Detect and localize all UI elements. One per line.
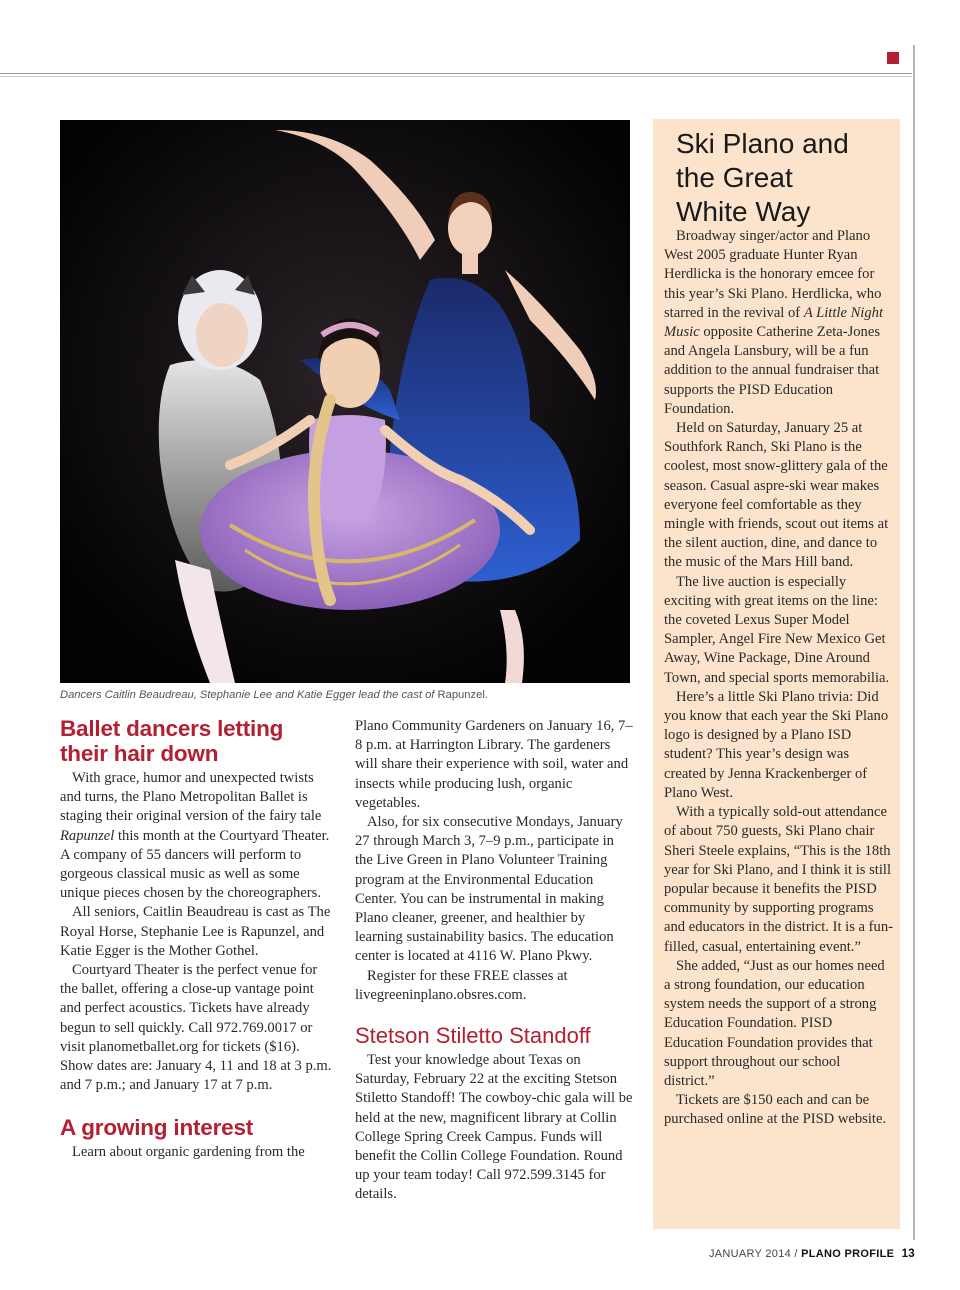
page-footer <box>709 1248 915 1260</box>
right-margin-rule <box>913 45 915 1240</box>
ballet-p1-italic: Rapunzel <box>60 827 115 844</box>
ballet-p1-text-cont: this month at the Courtyard Theater. A company of 55 dancers will perform to gorgeous classical music as well as some unique pieces chosen by the choreographers. <box>60 827 330 902</box>
ballet-heading-line2: their hair down <box>60 741 219 766</box>
sidebar-p1-text-cont: opposite Catherine Zeta-Jones and Angela Lansbury, will be a fun addition to the annual fundraiser that supports the PISD Education Foundation. <box>664 324 881 417</box>
top-rule-secondary <box>0 76 912 77</box>
sidebar-p1-italic: A Little Night Music <box>664 304 884 341</box>
caption-text: Dancers Caitlin Beaudreau, Stephanie Lee and Katie Egger lead the cast of <box>60 689 438 701</box>
ballet-paragraph-3: Courtyard Theater is the perfect venue for the ballet, offering a close-up vantage point and perfect acoustics. Tickets have already begun to sell quickly. Call 972.769.0017 or visit planometballet.org for tickets ($16). Show dates are: January 4, 11 and 18 at 3 p.m. and 7 p.m.; and January 17 at 7 p.m. <box>60 962 332 1094</box>
sidebar-title-line2: the Great <box>676 162 793 193</box>
ballet-heading <box>60 716 335 766</box>
article-column-1 <box>60 716 335 1163</box>
page-number: 13 <box>901 1248 915 1260</box>
ballet-paragraph-2: All seniors, Caitlin Beaudreau is cast as The Royal Horse, Stephanie Lee is Rapunzel, and Katie Egger is the Mother Gothel. <box>60 904 331 959</box>
ski-plano-sidebar <box>653 119 900 1229</box>
sidebar-p1-text: Broadway singer/actor and Plano West 2005 graduate Hunter Ryan Herdlicka is the honorary emcee for this year’s Ski Plano. Herdlicka, who starred in the revival of <box>664 228 882 321</box>
ballet-heading-line1: Ballet dancers letting <box>60 716 284 741</box>
sidebar-title-line1: Ski Plano and <box>676 128 849 159</box>
sidebar-paragraph-1 <box>664 227 894 419</box>
growing-paragraph-1-cont: Plano Community Gardeners on January 16, 7–8 p.m. at Harrington Library. The gardeners will share their experience with soil, water and insects while producing lush, organic vegetables. <box>355 718 633 811</box>
sidebar-paragraph-5: With a typically sold-out attendance of about 750 guests, Ski Plano chair Sheri Steele explains, “This is the 18th year for Ski Plano, and I think it is still popular because it benefits the PISD community by supporting programs and educators in the district. It is a fun-filled, casual, entertaining event.” <box>664 804 893 955</box>
ballet-paragraph-1 <box>60 769 335 903</box>
growing-paragraph-1-start: Learn about organic gardening from the <box>72 1144 305 1161</box>
sidebar-title <box>676 127 894 229</box>
footer-date: JANUARY 2014 / <box>708 1248 798 1260</box>
stetson-heading: Stetson Stiletto Standoff <box>355 1023 591 1049</box>
sidebar-paragraph-2: Held on Saturday, January 25 at Southfork Ranch, Ski Plano is the coolest, most snow-glittery gala of the season. Casual aspre-ski wear makes everyone feel comfortable as they mingle with friends, scout out items at the silent auction, dine, and dance to the music of the Mars Hill band. <box>664 420 889 571</box>
sidebar-paragraph-6: She added, “Just as our homes need a strong foundation, our education system needs the support of a strong Education Foundation. PISD Education Foundation provides that support throughout our school district.” <box>664 957 885 1089</box>
footer-magazine-name: PLANO PROFILE <box>801 1248 895 1260</box>
growing-heading: A growing interest <box>60 1115 254 1141</box>
photo-caption <box>60 689 640 701</box>
dancers-photo <box>60 120 630 683</box>
sidebar-paragraph-7: Tickets are $150 each and can be purchased online at the PISD website. <box>664 1092 887 1128</box>
sidebar-paragraph-3: The live auction is especially exciting with great items on the line: the coveted Lexus Super Model Sampler, Angel Fire New Mexico Get Away, Wine Package, Dine Around Town, and special sports memorabilia. <box>664 573 890 686</box>
growing-paragraph-3: Register for these FREE classes at livegreeninplano.obsres.com. <box>355 967 568 1003</box>
ballet-p1-text: With grace, humor and unexpected twists and turns, the Plano Metropolitan Ballet is staging their original version of the fairy tale <box>60 770 322 825</box>
stetson-paragraph-1: Test your knowledge about Texas on Saturday, February 22 at the exciting Stetson Stiletto Standoff! The cowboy-chic gala will be held at the new, magnificent library at Collin College Spring Creek Campus. Funds will benefit the Collin College Foundation. Round up your team today! Call 972.599.3145 for details. <box>355 1052 633 1203</box>
article-column-2 <box>355 717 633 1205</box>
sidebar-title-line3: White Way <box>676 196 811 227</box>
sidebar-content <box>664 127 894 1130</box>
sidebar-paragraph-4: Here’s a little Ski Plano trivia: Did you know that each year the Ski Plano logo is designed by a Plano ISD student? This year’s design was created by Jenna Krackenberger of Plano West. <box>664 688 889 801</box>
top-rule <box>0 73 912 74</box>
growing-paragraph-2: Also, for six consecutive Mondays, January 27 through March 3, 7–9 p.m., participate in the Live Green in Plano Volunteer Training program at the Environmental Education Center. You can be instrumental in making Plano cleaner, greener, and healthier by learning sustainability basics. The education center is located at 4116 W. Plano Pkwy. <box>355 814 623 965</box>
section-marker-square <box>887 52 899 64</box>
caption-work-title: Rapunzel. <box>437 689 488 701</box>
